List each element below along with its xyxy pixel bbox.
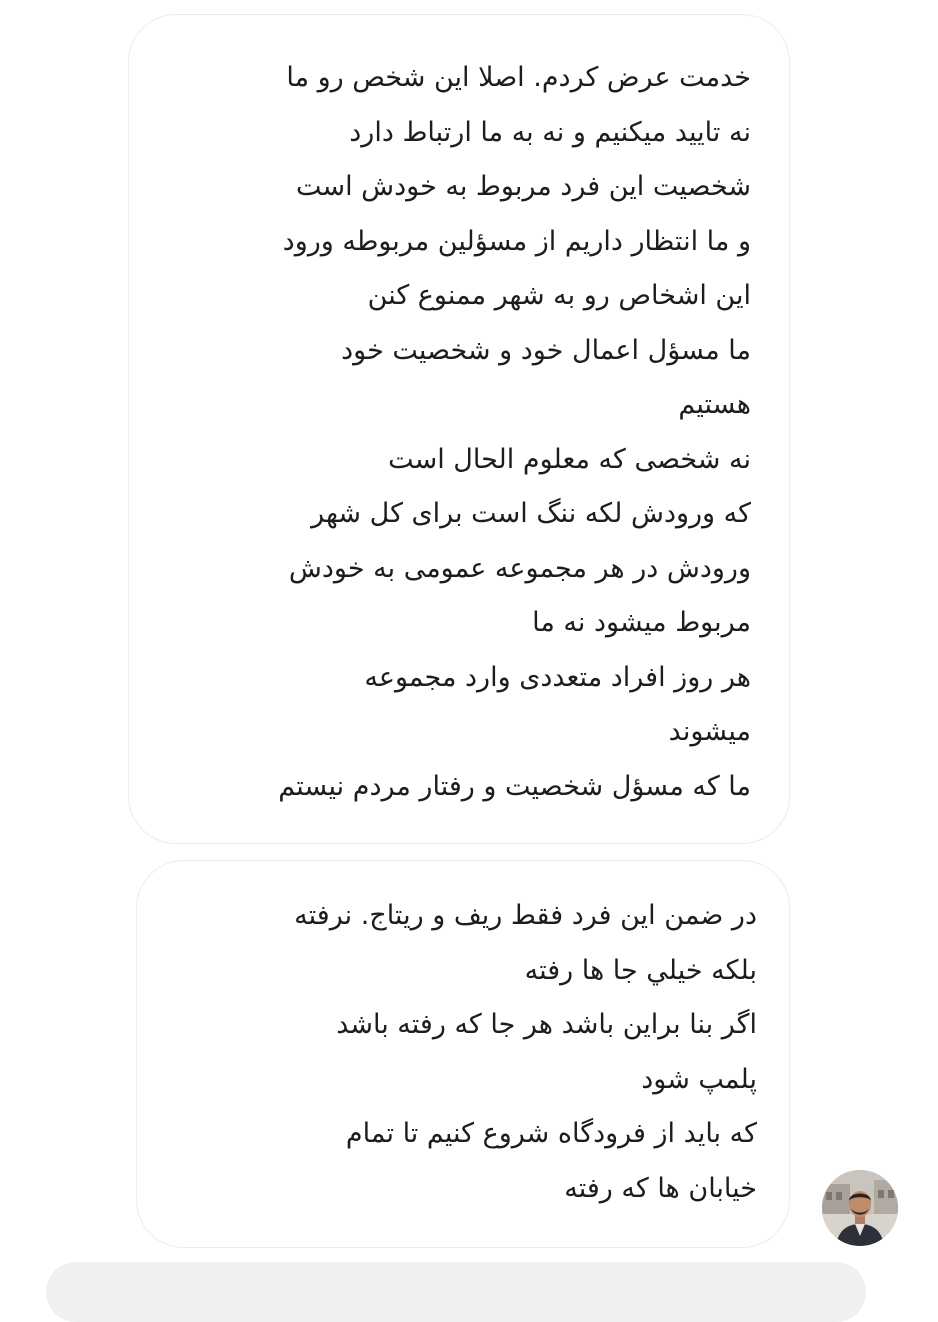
message-text-2 <box>169 889 757 1216</box>
message-line: که باید از فرودگاه شروع کنیم تا تمام <box>345 1118 757 1149</box>
message-line: نه تایید میکنیم و نه به ما ارتباط دارد <box>349 116 751 148</box>
message-line: که ورودش لکه ننگ است برای کل شهر <box>311 498 751 529</box>
message-bubble-2[interactable] <box>136 860 790 1248</box>
message-line: و ما انتظار داریم از مسؤلین مربوطه ورود <box>282 225 751 257</box>
message-line: ورودش در هر مجموعه عمومی به خودش <box>288 552 751 584</box>
avatar-photo-icon <box>822 1170 898 1246</box>
message-line: هر روز افراد متعددی وارد مجموعه <box>364 661 751 693</box>
message-line: مربوط میشود نه ما <box>532 607 751 638</box>
message-line: اگر بنا براین باشد هر جا که رفته باشد <box>336 1009 757 1040</box>
message-bubble-1[interactable] <box>128 14 790 844</box>
message-text-1 <box>167 51 751 814</box>
bottom-input-bar[interactable] <box>46 1262 866 1322</box>
message-line: ما که مسؤل شخصیت و رفتار مردم نیستم <box>278 770 751 802</box>
message-line: ما مسؤل اعمال خود و شخصیت خود <box>341 334 751 366</box>
message-line: پلمپ شود <box>641 1063 757 1095</box>
message-line: این اشخاص رو به شهر ممنوع کنن <box>367 280 751 311</box>
message-line: نه شخصی که معلوم الحال است <box>388 443 751 475</box>
message-line: میشوند <box>668 716 751 747</box>
message-line: شخصیت این فرد مربوط به خودش است <box>295 171 751 202</box>
message-line: هستیم <box>678 389 751 420</box>
message-line: بلکه خیلي جا ها رفته <box>524 954 757 986</box>
avatar[interactable] <box>822 1170 898 1246</box>
message-line: خیابان ها که رفته <box>564 1172 757 1204</box>
message-line: خدمت عرض کردم. اصلا این شخص رو ما <box>286 62 751 93</box>
message-line: در ضمن این فرد فقط ریف و ریتاج. نرفته <box>294 900 757 931</box>
